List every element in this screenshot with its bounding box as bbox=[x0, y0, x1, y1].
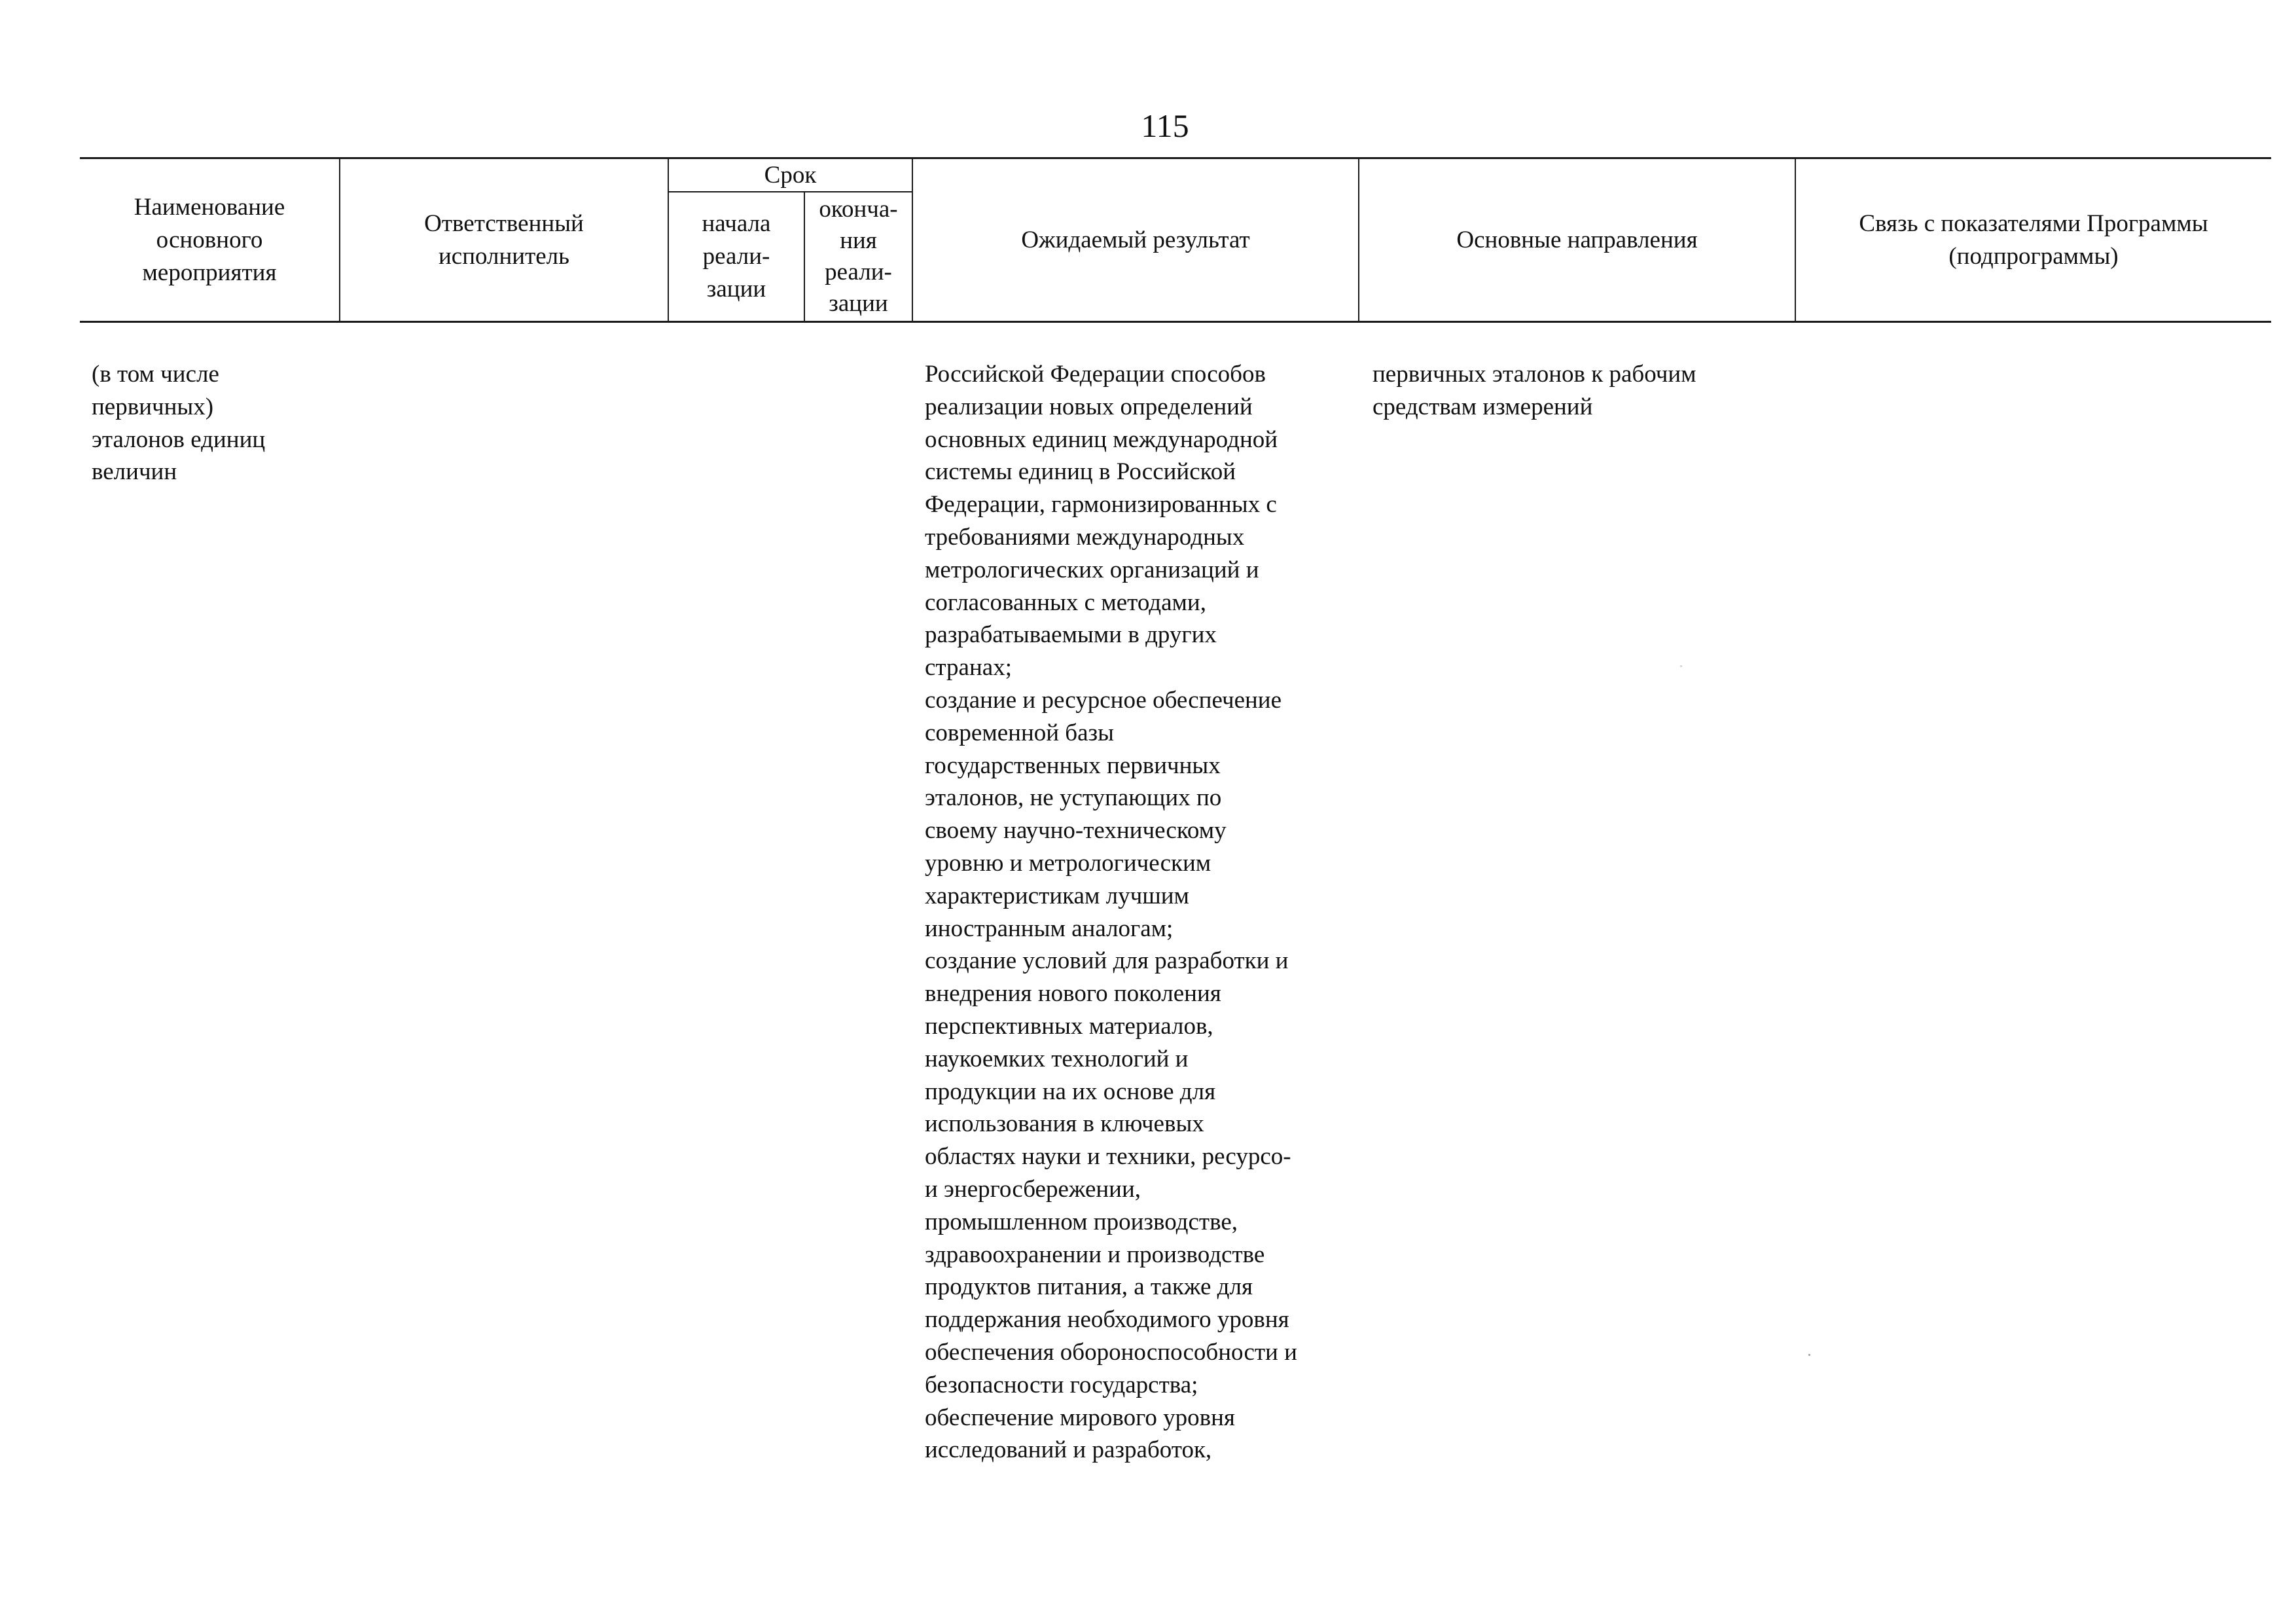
header-term-end bbox=[805, 192, 912, 321]
header-term-start-text: начала реали- зации bbox=[702, 210, 771, 302]
row-main-directions: первичных эталонов к рабочим средствам измерений bbox=[1372, 361, 1696, 420]
page-number: 115 bbox=[1141, 107, 1189, 144]
row-expected-result: Российской Федерации способов реализации новых определений основных единиц международной системы единиц в Российской Федерации, гармонизированных с требованиями международных метрологических организаций и согласованных с методами, разрабатываемыми в других странах; создание и ресурсное обеспечение современной базы государственных первичных эталонов, не уступающих по своему научно-техническому уровню и метрологическим характеристикам лучшим иностранным аналогам; создание условий для разработки и внедрения нового поколения перспективных материалов, наукоемких технологий и продукции на их основе для использования в ключевых областях науки и техники, ресурсо- и энергосбережении, промышленном производстве, здравоохранении и производстве продуктов питания, а также для поддержания необходимого уровня обеспечения обороноспособности и безопасности государства; обеспечение мирового уровня исследований и разработок, bbox=[925, 361, 1297, 1464]
header-activity-name-text: Наименование основного мероприятия bbox=[134, 193, 285, 286]
header-responsible-executor-text: Ответственный исполнитель bbox=[424, 210, 584, 270]
row-activity-name: (в том числе первичных) эталонов единиц величин bbox=[92, 361, 266, 486]
header-program-indicators-link bbox=[1796, 159, 2271, 321]
header-program-indicators-link-text: Связь с показателями Программы (подпрограммы) bbox=[1859, 210, 2208, 270]
header-main-directions-text: Основные направления bbox=[1456, 226, 1698, 253]
header-term-start bbox=[669, 192, 804, 321]
header-term bbox=[669, 159, 912, 191]
scan-speck bbox=[1808, 1354, 1810, 1356]
header-responsible-executor bbox=[340, 159, 668, 321]
header-term-end-text: оконча- ния реали- зации bbox=[819, 196, 898, 317]
header-term-text: Срок bbox=[764, 161, 817, 189]
header-expected-result-text: Ожидаемый результат bbox=[1021, 226, 1250, 253]
header-main-directions bbox=[1359, 159, 1795, 321]
header-expected-result bbox=[913, 159, 1358, 321]
header-activity-name bbox=[80, 159, 339, 321]
scan-speck bbox=[1680, 665, 1682, 667]
header-bottom-border bbox=[80, 321, 2271, 323]
